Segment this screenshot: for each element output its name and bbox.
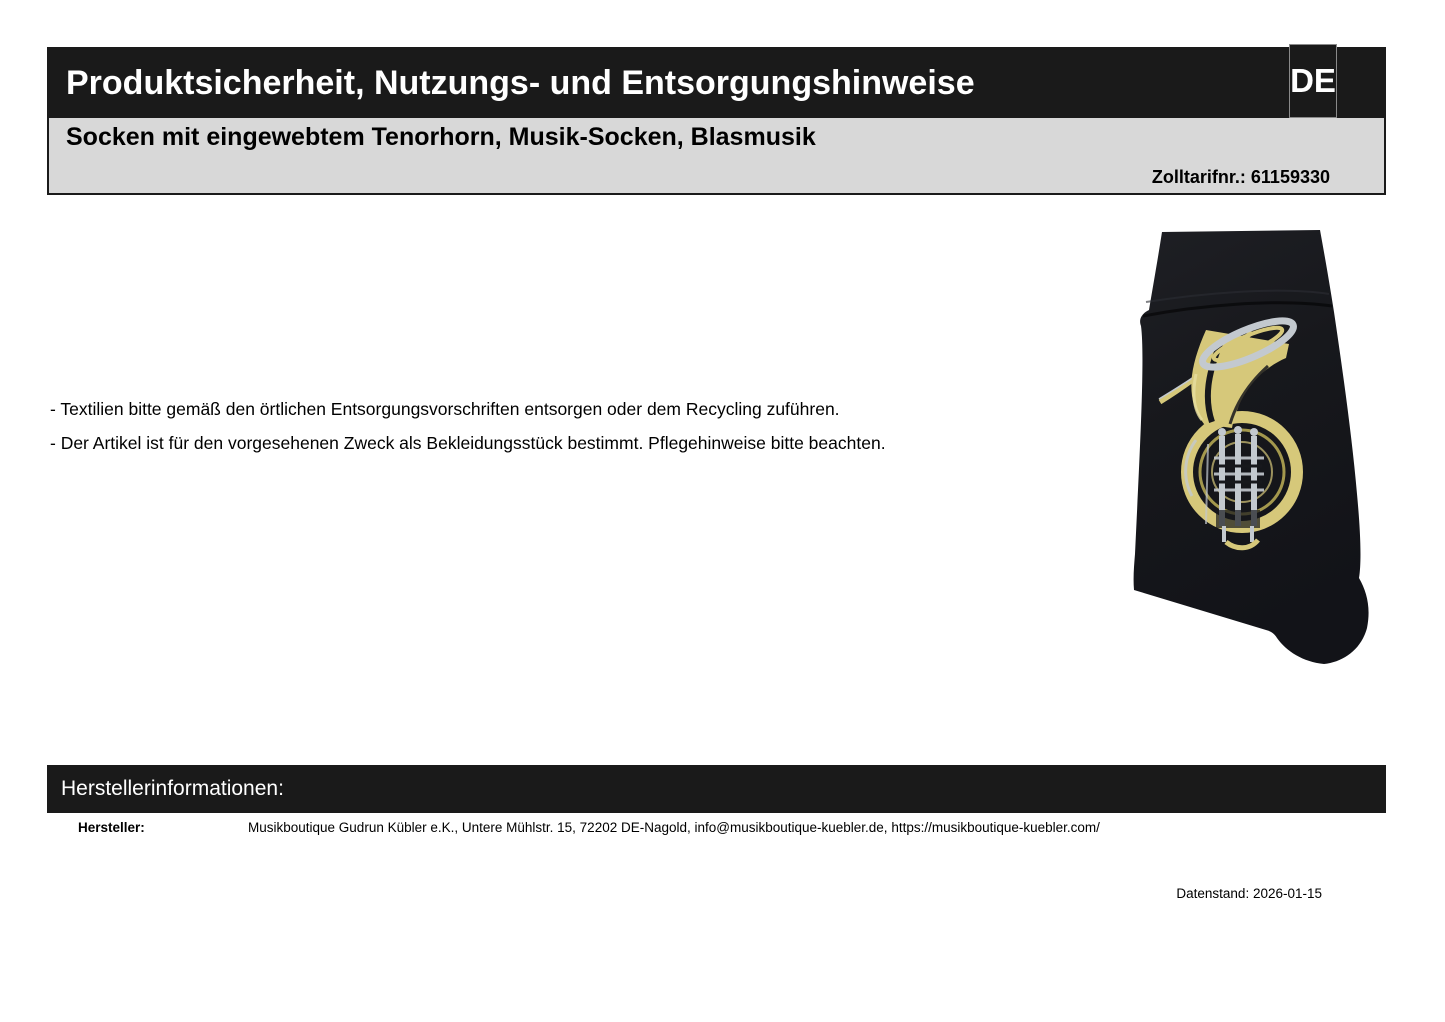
usage-note: - Der Artikel ist für den vorgesehenen Zweck als Bekleidungsstück bestimmt. Pflegehinweise bitte beachten. [50,433,886,453]
manufacturer-heading-bar [47,765,1386,813]
product-subheader [49,118,1384,193]
tariff-number: Zolltarifnr.: 61159330 [1151,167,1330,187]
product-name: Socken mit eingewebtem Tenorhorn, Musik-Socken, Blasmusik [66,123,816,151]
safety-notes [50,392,1000,460]
data-date: Datenstand: 2026-01-15 [1176,886,1322,901]
manufacturer-heading: Herstellerinformationen: [61,777,284,800]
tenor-horn-sock-illustration [1126,224,1376,672]
language-badge-label: DE [1290,62,1336,99]
document-header [47,47,1386,195]
product-photo [1126,224,1376,672]
title-bar [49,49,1384,118]
page-title: Produktsicherheit, Nutzungs- und Entsorgungshinweise [66,64,975,102]
manufacturer-label: Hersteller: [78,820,145,835]
manufacturer-value: Musikboutique Gudrun Kübler e.K., Untere Mühlstr. 15, 72202 DE-Nagold, info@musikboutique-kuebler.de, https://musikboutique-kuebler.com/ [248,820,1100,835]
disposal-note: - Textilien bitte gemäß den örtlichen Entsorgungsvorschriften entsorgen oder dem Recycling zuführen. [50,399,840,419]
language-badge [1289,44,1337,118]
